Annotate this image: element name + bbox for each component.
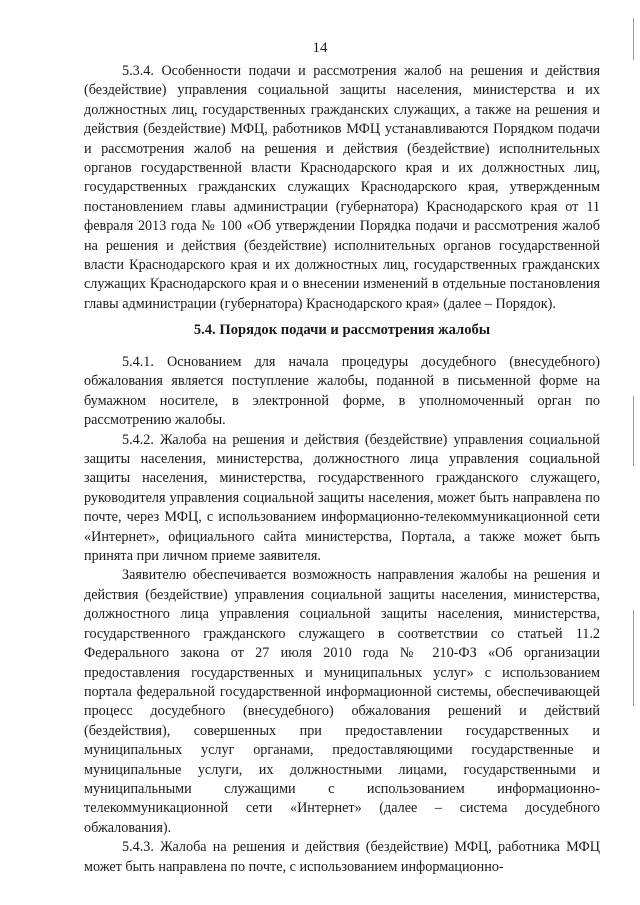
body-text-top	[84, 62, 600, 314]
paragraph-5-4-2: 5.4.2. Жалоба на решения и действия (бездействие) управления социальной защиты населения, министерства, должностного лица управления социальной защиты населения, министерства, государственного гражданского служащего, руководителя управления социальной защиты населения, может быть направлена по почте, через МФЦ, с использованием информационно-телекоммуникационной сети «Интернет», официального сайта министерства, Портала, а также может быть принята при личном приеме заявителя.	[84, 431, 600, 565]
body-text-bottom	[84, 353, 600, 877]
scan-edge-mark	[633, 18, 634, 60]
paragraph-applicant-rights: Заявителю обеспечивается возможность направления жалобы на решения и действия (бездействие) управления социальной защиты населения, министерства, должностного лица управления социальной защиты населения, министерства, государственного гражданского служащего в соответствии со статьей 11.2 Федерального закона от 27 июля 2010 года № 210-ФЗ «Об организации предоставления государственных и муниципальных услуг» с использованием портала федеральной государственной информационной системы, обеспечивающей процесс досудебного (внесудебного) обжалования решений и действий (бездействия), совершенных при предоставлении государственных и муниципальных услуг органами, предоставляющими государственные и муниципальные услуги, их должностными лицами, государственными и муниципальными служащими с использованием информационно-телекоммуникационной сети «Интернет» (далее – система досудебного обжалования).	[84, 567, 600, 836]
paragraph-5-4-1: 5.4.1. Основанием для начала процедуры досудебного (внесудебного) обжалования является поступление жалобы, поданной в письменной форме на бумажном носителе, в электронной форме, в уполномоченный орган по рассмотрению жалобы.	[84, 354, 600, 429]
scan-edge-mark	[633, 610, 634, 706]
paragraph-5-4-3: 5.4.3. Жалоба на решения и действия (бездействие) МФЦ, работника МФЦ может быть направлена по почте, с использованием информационно-	[84, 839, 600, 875]
section-heading: 5.4. Порядок подачи и рассмотрения жалобы	[193, 322, 491, 338]
scan-edge-mark	[633, 396, 634, 466]
paragraph-5-3-4: 5.3.4. Особенности подачи и рассмотрения жалоб на решения и действия (бездействие) управления социальной защиты населения, министерства и их должностных лиц, государственных гражданских служащих, а также на решения и действия (бездействие) МФЦ, работников МФЦ устанавливаются Порядком подачи и рассмотрения жалоб на решения и действия (бездействие) исполнительных органов государственной власти Краснодарского края и их должностных лиц, государственных гражданских служащих Краснодарского края, утвержденным постановлением главы администрации (губернатора) Краснодарского края от 11 февраля 2013 года № 100 «Об утверждении Порядка подачи и рассмотрения жалоб на решения и действия (бездействие) исполнительных органов государственной власти Краснодарского края и их должностных лиц, государственных гражданских служащих Краснодарского края и о внесении изменений в отдельные постановления главы администрации (губернатора) Краснодарского края» (далее – Порядок).	[84, 63, 600, 312]
page-number: 14	[312, 40, 328, 56]
